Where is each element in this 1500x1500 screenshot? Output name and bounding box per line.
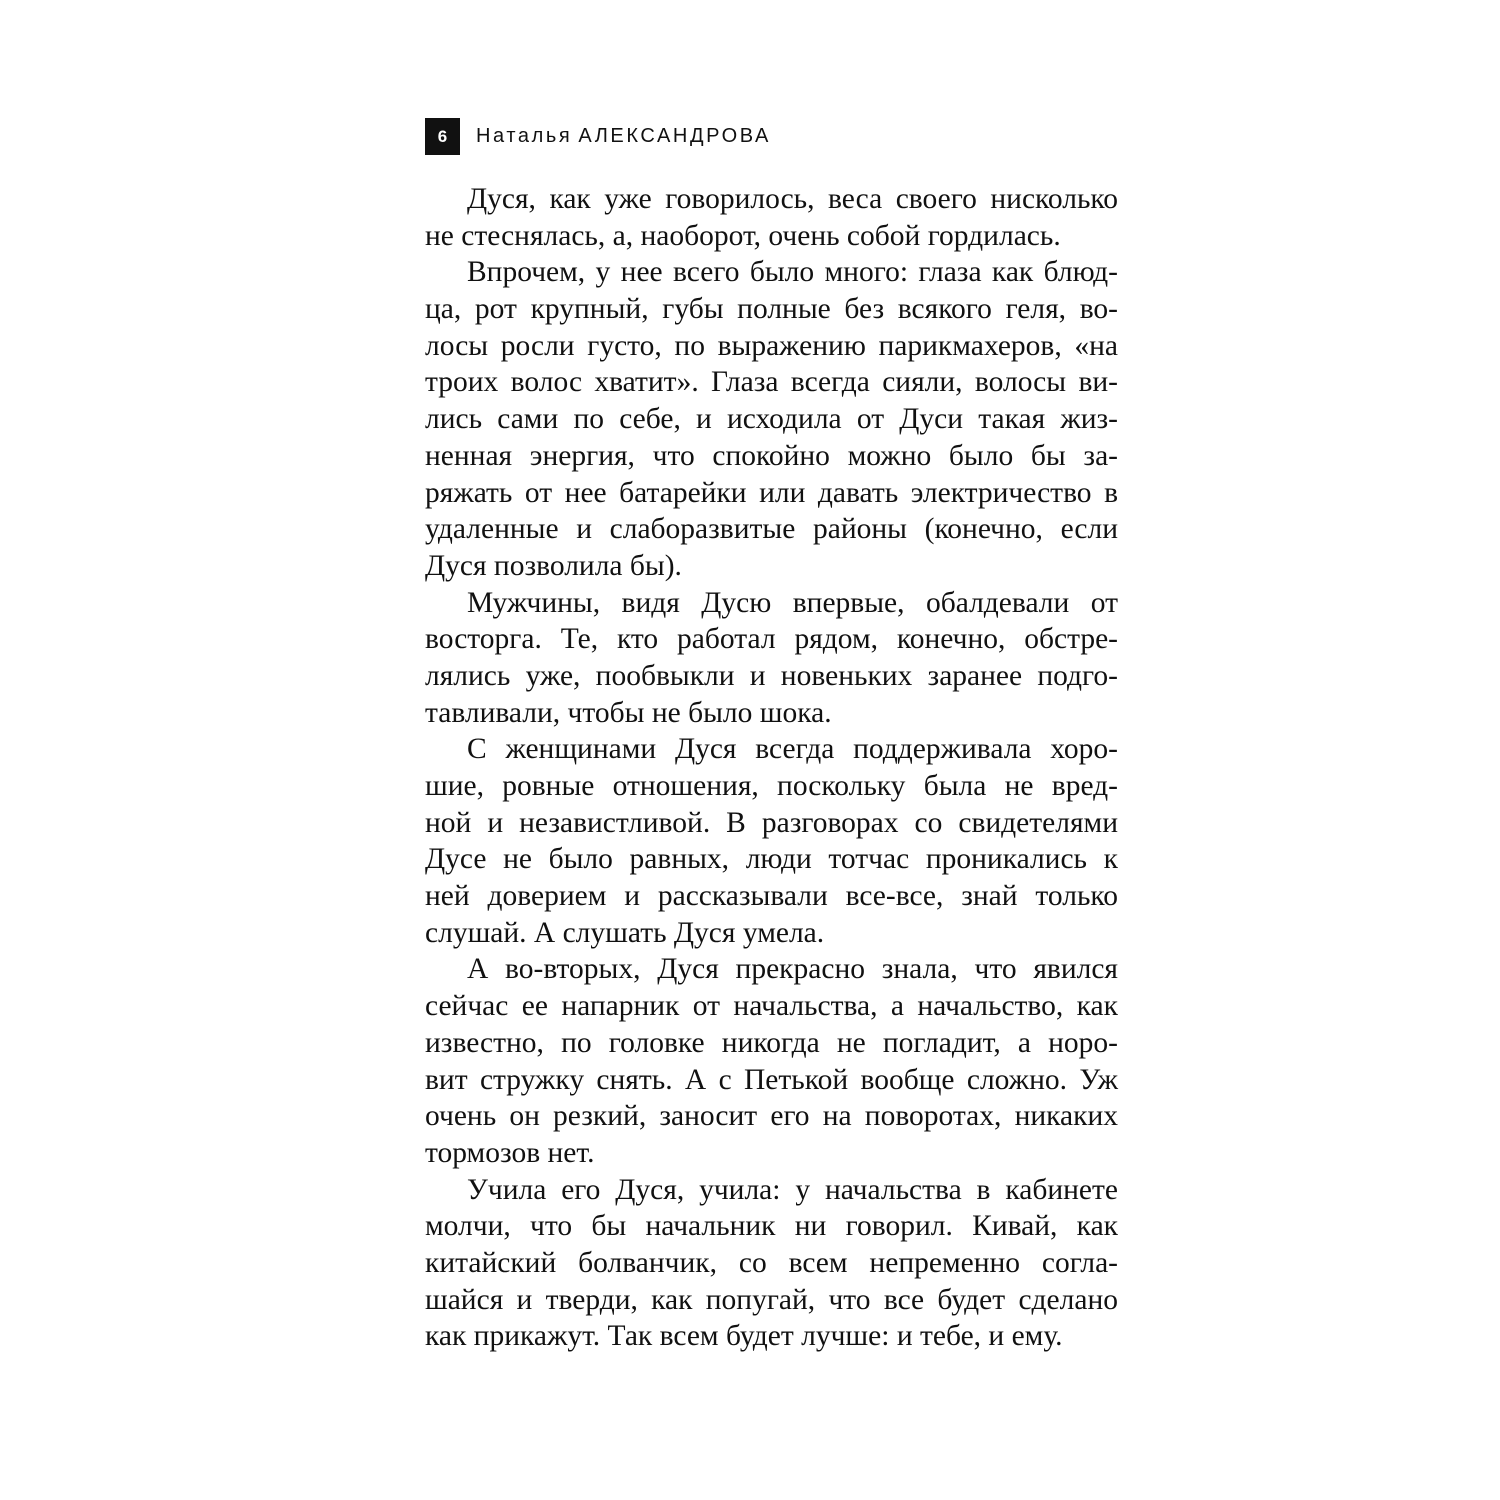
text-line: ной и независтливой. В разговорах со свидетелями [425, 806, 1118, 839]
text-line: китайский болванчик, со всем непременно согла- [425, 1246, 1118, 1279]
text-line: С женщинами Дуся всегда поддерживала хоро- [467, 733, 1118, 766]
text-line: Дуся позволила бы). [425, 549, 682, 582]
page-number: 6 [425, 118, 460, 155]
text-line: вит стружку снять. А с Петькой вообще сложно. Уж [425, 1063, 1118, 1096]
text-line: лялись уже, пообвыкли и новеньких заранее подго- [425, 659, 1118, 692]
text-line: Дусе не было равных, люди тотчас проникались к [425, 843, 1118, 876]
text-line: восторга. Те, кто работал рядом, конечно, обстре- [425, 623, 1118, 656]
text-line: Дуся, как уже говорилось, веса своего нисколько [467, 183, 1118, 215]
author-name [476, 125, 771, 148]
text-line: ней доверием и рассказывали все-все, знай только [425, 880, 1118, 913]
text-line: лосы росли густо, по выражению парикмахеров, «на [425, 329, 1118, 362]
text-line: А во-вторых, Дуся прекрасно знала, что явился [467, 953, 1118, 986]
text-line: Учила его Дуся, учила: у начальства в кабинете [467, 1173, 1118, 1206]
text-line: как прикажут. Так всем будет лучше: и тебе, и ему. [425, 1320, 1063, 1353]
text-line: шайся и тверди, как попугай, что все будет сделано [425, 1283, 1118, 1316]
text-line: Мужчины, видя Дусю впервые, обалдевали от [467, 586, 1118, 619]
text-line: молчи, что бы начальник ни говорил. Кивай, как [425, 1210, 1118, 1243]
running-head [425, 118, 771, 155]
text-line: очень он резкий, заносит его на поворотах, никаких [425, 1100, 1118, 1133]
text-line: ца, рот крупный, губы полные без всякого геля, во- [425, 293, 1118, 326]
text-line: тавливали, чтобы не было шока. [425, 696, 832, 729]
text-line: тормозов нет. [425, 1136, 595, 1169]
text-line: сейчас ее напарник от начальства, а начальство, как [425, 990, 1118, 1023]
text-line: троих волос хватит». Глаза всегда сияли, волосы ви- [425, 366, 1118, 399]
text-line: Впрочем, у нее всего было много: глаза как блюд- [467, 256, 1118, 289]
text-line: известно, по головке никогда не погладит, а норо- [425, 1026, 1118, 1059]
text-line: удаленные и слаборазвитые районы (конечно, если [425, 513, 1118, 546]
text-line: ненная энергия, что спокойно можно было бы за- [425, 439, 1118, 472]
author-first-name: Наталья [476, 125, 573, 147]
body-text [425, 181, 1118, 1355]
text-line: шие, ровные отношения, поскольку была не вред- [425, 770, 1118, 802]
author-last-name: АЛЕКСАНДРОВА [578, 125, 771, 147]
text-line: ряжать от нее батарейки или давать электричество в [425, 476, 1118, 509]
text-line: лись сами по себе, и исходила от Дуси такая жиз- [425, 403, 1118, 436]
text-line: слушай. А слушать Дуся умела. [425, 916, 825, 949]
text-line: не стеснялась, а, наоборот, очень собой гордилась. [425, 219, 1061, 252]
